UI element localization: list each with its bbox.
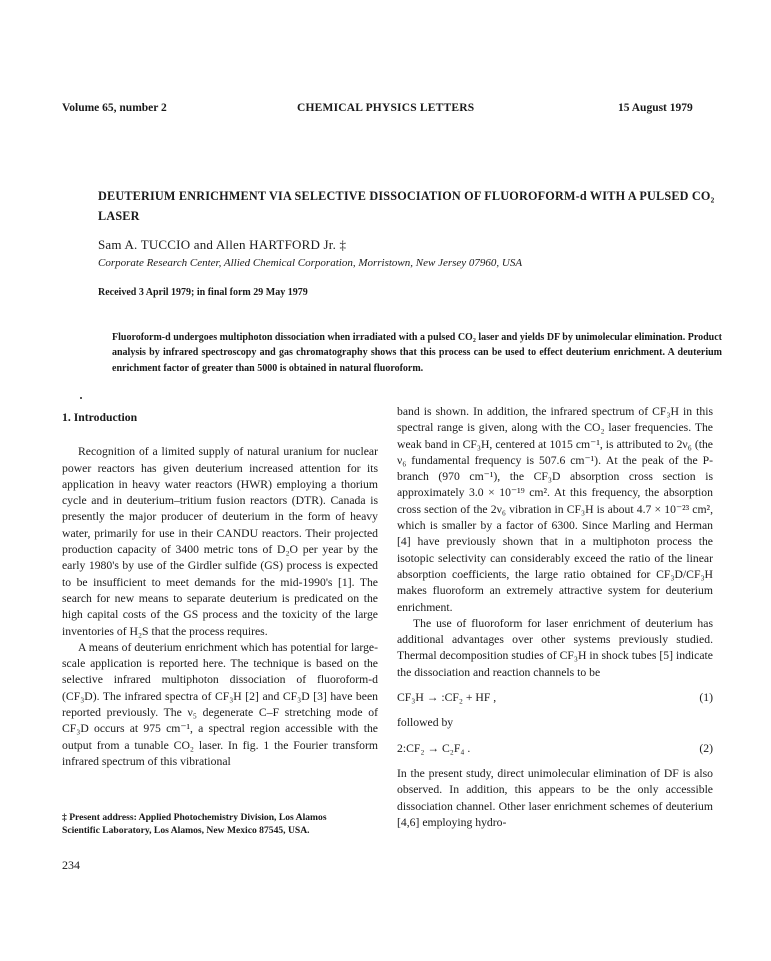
issue-date: 15 August 1979 [618,102,693,114]
equation-text: 2:CF₂ → C₂F₄ . [397,741,471,755]
footnote: ‡ Present address: Applied Photochemistry Division, Los Alamos Scientific Laboratory, Los Alamos, New Mexico 87545, USA. [62,812,327,836]
followed-by-text: followed by [397,716,454,730]
page-number: 234 [62,858,80,872]
right-column [397,404,713,831]
abstract: Fluoroform-d undergoes multiphoton dissociation when irradiated with a pulsed CO₂ laser and yields DF by unimolecular elimination. Product analysis by infrared spectroscopy and gas chromatography shows that this process can be used to effect deuterium enrichment. A deuterium enrichment factor of greater than 5000 is obtained in natural fluoroform. [112,332,722,374]
authors: Sam A. TUCCIO and Allen HARTFORD Jr. ‡ [98,237,347,252]
equation-number: (1) [699,691,713,705]
paper-title: DEUTERIUM ENRICHMENT VIA SELECTIVE DISSOCIATION OF FLUOROFORM-d WITH A PULSED CO₂ LASER [98,189,715,223]
paragraph: Recognition of a limited supply of natural uranium for nuclear power reactors has given deuterium increased attention for its application in heavy water reactors (HWR) employing a thorium cycle and in deuterium–tritium fusion reactors (DTR). Canada is presently the major producer of deuterium in the form of heavy water, primarily for use in their CANDU reactors. Their projected production capacity of 3400 metric tons of D₂O per year by the early 1980's by use of the Girdler sulfide (GS) process is expected to be insufficient to meet demands for the mid-1990's [1]. The search for new means to separate deuterium is predicated on the high capital costs of the GS process and the toxicity of the large inventories of H₂S that the process requires. [62,445,378,638]
equation-1 [397,690,713,706]
paragraph: The use of fluoroform for laser enrichment of deuterium has additional advantages over other systems previously studied. Thermal decomposition studies of CF₃H in shock tubes [5] indicate the dissociation and reaction channels to be [397,616,713,679]
paragraph: A means of deuterium enrichment which has potential for large-scale application is reported here. The technique is based on the selective infrared multiphoton dissociation of fluoroform-d (CF₃D). The infrared spectra of CF₃H [2] and CF₃D [3] have been reported previously. The ν₅ degenerate C–F stretching mode of CF₃D occurs at 975 cm⁻¹, a spectral region accessible with the output from a tunable CO₂ laser. In fig. 1 the Fourier transform infrared spectrum of this vibrational [62,640,378,768]
equation-2 [397,741,713,757]
volume-label: Volume 65, number 2 [62,102,167,114]
scan-dot [80,397,82,399]
paragraph: band is shown. In addition, the infrared spectrum of CF₃H in this spectral range is given, along with the CO₂ laser frequencies. The weak band in CF₃H, centered at 1015 cm⁻¹, is attributed to 2ν₆ (the ν₆ fundamental frequency is 507.6 cm⁻¹). At the peak of the P-branch (970 cm⁻¹), the CF₃D absorption cross section is approximately 3.0 × 10⁻¹⁹ cm². At this frequency, the absorption cross section of the 2ν₆ vibration in CF₃H is about 4.7 × 10⁻²³ cm², which is smaller by a factor of 6300. Since Marling and Herman [4] have previously shown that in a multiphoton process the isotopic selectivity can considerably exceed the ratio of the linear absorption coefficients, the large ratio obtained for CF₃D/CF₃H makes fluoroform an extremely attractive system for deuterium enrichment. [397,405,713,614]
journal-name: CHEMICAL PHYSICS LETTERS [297,102,475,114]
section-heading: 1. Introduction [62,411,138,424]
received-dates: Received 3 April 1979; in final form 29 May 1979 [98,287,308,298]
equation-text: CF₃H → :CF₂ + HF , [397,691,497,705]
affiliation: Corporate Research Center, Allied Chemical Corporation, Morristown, New Jersey 07960, USA [98,257,523,269]
paragraph: In the present study, direct unimolecular elimination of DF is also observed. In addition, this appears to be the only accessible dissociation channel. Other laser enrichment schemes of deuterium [4,6] employing hydro- [397,766,713,829]
equation-number: (2) [699,741,713,755]
left-column [62,410,378,770]
